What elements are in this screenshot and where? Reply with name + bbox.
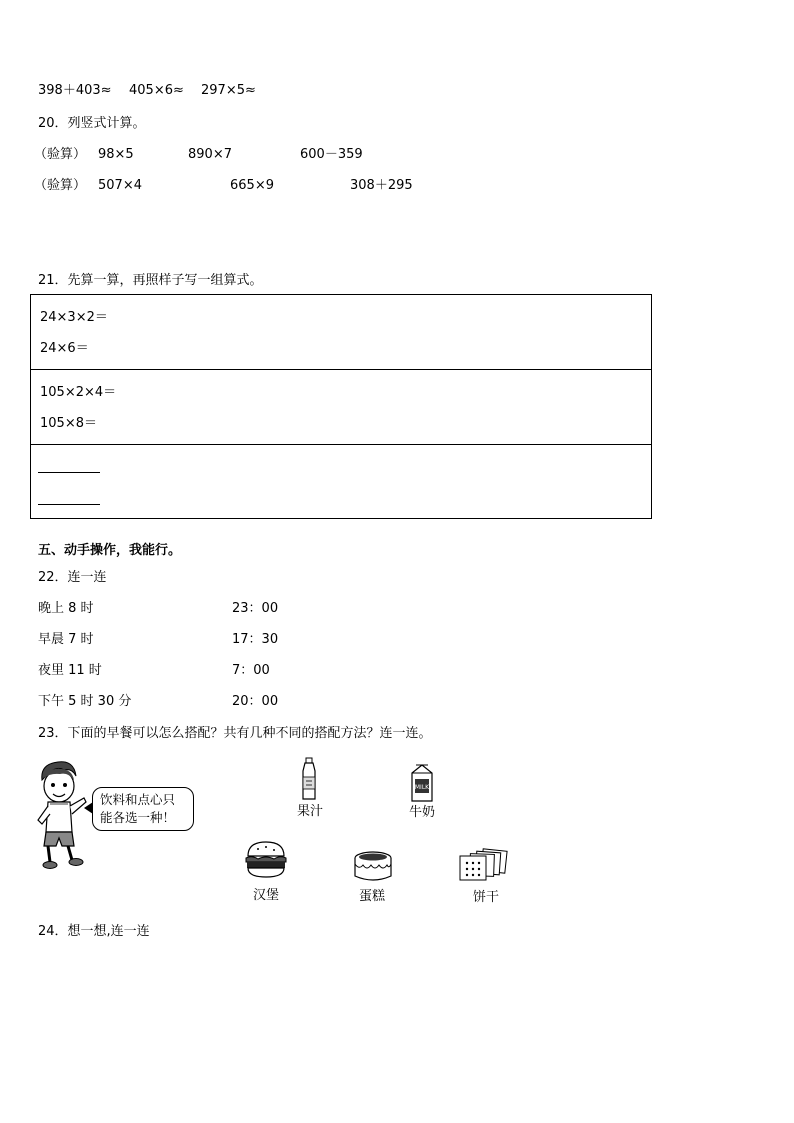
- speech-bubble-line-2: 能各选一种！: [100, 810, 176, 825]
- q20-row1-item-2: 890×7: [188, 147, 232, 162]
- juice-bottle-icon[interactable]: [299, 757, 319, 801]
- q22-right-2: 17：30: [232, 632, 279, 647]
- q22-left-1: 晚上 8 时: [38, 601, 94, 616]
- estimate-item-1: 398＋403≈: [38, 83, 112, 98]
- q21-title: 21．先算一算，再照样子写一组算式。: [38, 273, 263, 288]
- cake-label: 蛋糕: [359, 889, 386, 904]
- estimate-item-3: 297×5≈: [201, 83, 256, 98]
- q22-right-3: 7：00: [232, 663, 270, 678]
- q22-right-1: 23：00: [232, 601, 279, 616]
- biscuits-label: 饼干: [473, 890, 500, 905]
- q22-left-2: 早晨 7 时: [38, 632, 94, 647]
- q21-blank-2[interactable]: [38, 504, 100, 505]
- q20-row1-item-3: 600－359: [300, 147, 363, 162]
- q20-row2-item-2: 665×9: [230, 178, 274, 193]
- estimate-item-2: 405×6≈: [129, 83, 184, 98]
- hamburger-label: 汉堡: [253, 888, 280, 903]
- q22-right-4: 20：00: [232, 694, 279, 709]
- q20-row2-prefix: （验算）: [34, 178, 87, 193]
- hamburger-icon[interactable]: [244, 840, 288, 880]
- q22-title: 22．连一连: [38, 570, 107, 585]
- speech-bubble-line-1: 饮料和点心只: [100, 792, 176, 807]
- q21-blank-1[interactable]: [38, 472, 100, 473]
- q21-group2-expr-2: 105×8＝: [40, 416, 97, 431]
- q20-row2-item-3: 308＋295: [350, 178, 413, 193]
- boy-illustration: [28, 758, 94, 873]
- q21-divider-2: [31, 444, 651, 445]
- q22-left-4: 下午 5 时 30 分: [38, 694, 132, 709]
- svg-text:MILK: MILK: [414, 784, 430, 791]
- q22-left-3: 夜里 11 时: [38, 663, 102, 678]
- q20-row1-prefix: （验算）: [34, 147, 87, 162]
- q20-row1-item-1: 98×5: [98, 147, 134, 162]
- q24-title: 24．想一想,连一连: [38, 924, 150, 939]
- q21-group1-expr-1: 24×3×2＝: [40, 310, 108, 325]
- q21-divider-1: [31, 369, 651, 370]
- milk-carton-icon[interactable]: [406, 763, 438, 803]
- q20-title: 20．列竖式计算。: [38, 116, 146, 131]
- q20-row2-item-1: 507×4: [98, 178, 142, 193]
- q21-group1-expr-2: 24×6＝: [40, 341, 89, 356]
- biscuits-icon[interactable]: [456, 848, 512, 882]
- cake-icon[interactable]: [353, 850, 393, 884]
- q21-group2-expr-1: 105×2×4＝: [40, 385, 117, 400]
- juice-label: 果汁: [297, 804, 324, 819]
- section-5-title: 五、动手操作，我能行。: [38, 543, 182, 558]
- q23-title: 23．下面的早餐可以怎么搭配？共有几种不同的搭配方法？连一连。: [38, 726, 432, 741]
- milk-label: 牛奶: [409, 805, 436, 820]
- q21-table: [30, 294, 652, 519]
